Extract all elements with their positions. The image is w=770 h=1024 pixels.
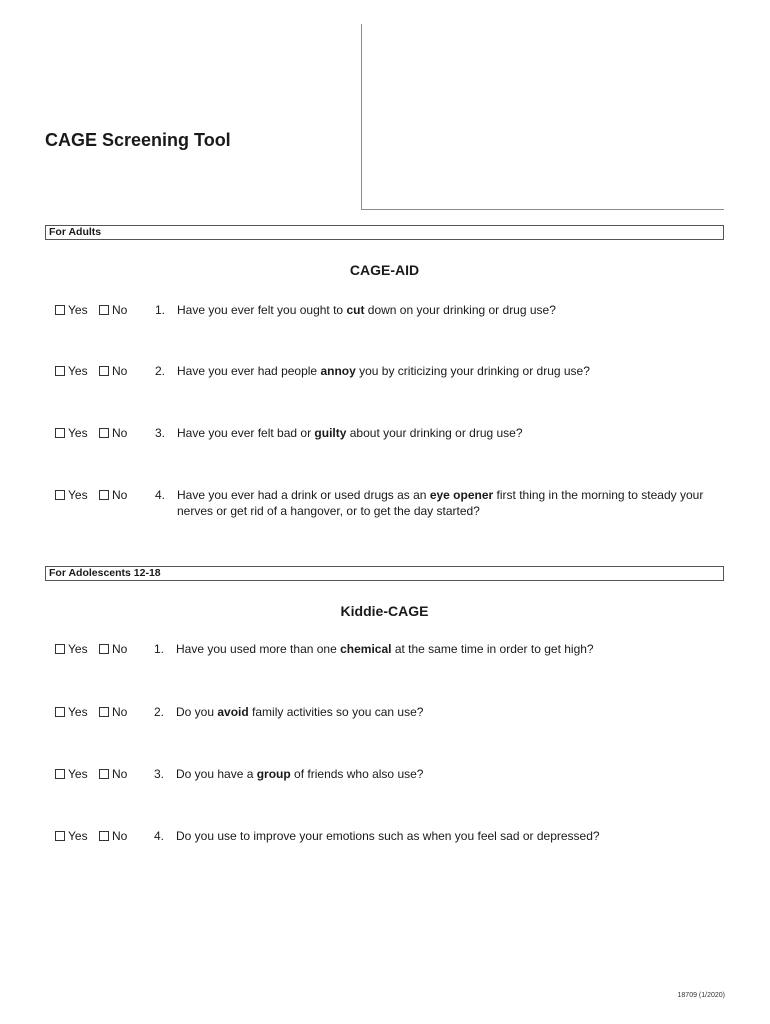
question-row	[0, 828, 770, 868]
question-number: 4.	[153, 829, 164, 843]
keyword: annoy	[320, 364, 356, 378]
question-text: Do you avoid family activities so you can use?	[176, 705, 424, 719]
question-row	[0, 704, 770, 744]
question-number: 1.	[153, 642, 164, 656]
section-bar-adults: For Adults	[45, 225, 724, 240]
question-number: 2.	[153, 705, 164, 719]
section-heading-kiddie-cage: Kiddie-CAGE	[340, 603, 429, 619]
yes-checkbox[interactable]	[55, 704, 88, 720]
checkbox-icon[interactable]	[99, 366, 109, 376]
no-checkbox[interactable]	[99, 363, 127, 379]
no-checkbox[interactable]	[99, 828, 127, 844]
section-heading-cage-aid: CAGE-AID	[349, 262, 420, 278]
question-text: Have you ever had a drink or used drugs as an eye opener first thing in the morning to steady your nerves or get rid of a hangover, or to get the day started?	[177, 488, 704, 518]
question-text: Have you ever felt you ought to cut down on your drinking or drug use?	[177, 303, 556, 317]
yes-label: Yes	[68, 767, 88, 781]
question-row	[0, 302, 770, 342]
keyword: group	[256, 767, 291, 781]
yes-label: Yes	[68, 426, 88, 440]
yes-checkbox[interactable]	[55, 641, 88, 657]
no-label: No	[112, 767, 128, 781]
yes-label: Yes	[68, 705, 88, 719]
question-row	[0, 425, 770, 465]
yes-checkbox[interactable]	[55, 302, 88, 318]
section-bar-adolescents: For Adolescents 12-18	[45, 566, 724, 581]
keyword: avoid	[217, 705, 249, 719]
checkbox-icon[interactable]	[99, 769, 109, 779]
yes-label: Yes	[68, 364, 88, 378]
checkbox-icon[interactable]	[55, 490, 65, 500]
question-number: 1.	[154, 303, 165, 317]
question-text: Have you used more than one chemical at the same time in order to get high?	[176, 642, 594, 656]
no-label: No	[112, 364, 128, 378]
keyword: guilty	[314, 426, 347, 440]
no-label: No	[112, 488, 128, 502]
checkbox-icon[interactable]	[99, 707, 109, 717]
no-checkbox[interactable]	[99, 704, 127, 720]
question-row	[0, 641, 770, 681]
yes-checkbox[interactable]	[55, 828, 88, 844]
checkbox-icon[interactable]	[55, 769, 65, 779]
keyword: cut	[346, 303, 365, 317]
question-text: Have you ever had people annoy you by criticizing your drinking or drug use?	[177, 364, 590, 378]
no-checkbox[interactable]	[99, 641, 127, 657]
checkbox-icon[interactable]	[55, 707, 65, 717]
checkbox-icon[interactable]	[55, 428, 65, 438]
no-label: No	[112, 426, 128, 440]
corner-divider-horizontal	[361, 209, 724, 210]
checkbox-icon[interactable]	[99, 490, 109, 500]
yes-checkbox[interactable]	[55, 363, 88, 379]
checkbox-icon[interactable]	[55, 644, 65, 654]
no-label: No	[112, 642, 128, 656]
yes-label: Yes	[68, 488, 88, 502]
question-number: 2.	[154, 364, 165, 378]
question-row	[0, 363, 770, 403]
checkbox-icon[interactable]	[55, 366, 65, 376]
question-number: 3.	[154, 426, 165, 440]
question-text: Do you use to improve your emotions such as when you feel sad or depressed?	[176, 829, 600, 843]
checkbox-icon[interactable]	[99, 305, 109, 315]
checkbox-icon[interactable]	[99, 428, 109, 438]
keyword: chemical	[340, 642, 392, 656]
no-label: No	[112, 829, 128, 843]
keyword: eye opener	[429, 488, 494, 502]
yes-label: Yes	[68, 303, 88, 317]
no-checkbox[interactable]	[99, 302, 127, 318]
no-label: No	[112, 705, 128, 719]
yes-label: Yes	[68, 829, 88, 843]
no-checkbox[interactable]	[99, 487, 127, 503]
question-row	[0, 487, 770, 527]
page-title: CAGE Screening Tool	[45, 130, 231, 150]
question-text: Do you have a group of friends who also use?	[176, 767, 424, 781]
yes-label: Yes	[68, 642, 88, 656]
corner-divider-vertical	[361, 24, 362, 210]
yes-checkbox[interactable]	[55, 425, 88, 441]
checkbox-icon[interactable]	[55, 305, 65, 315]
question-text: Have you ever felt bad or guilty about your drinking or drug use?	[177, 426, 523, 440]
no-label: No	[112, 303, 128, 317]
yes-checkbox[interactable]	[55, 766, 88, 782]
question-row	[0, 766, 770, 806]
no-checkbox[interactable]	[99, 425, 127, 441]
question-number: 4.	[154, 488, 165, 502]
question-number: 3.	[153, 767, 164, 781]
no-checkbox[interactable]	[99, 766, 127, 782]
checkbox-icon[interactable]	[55, 831, 65, 841]
form-number: 18709 (1/2020)	[677, 992, 725, 999]
checkbox-icon[interactable]	[99, 831, 109, 841]
yes-checkbox[interactable]	[55, 487, 88, 503]
checkbox-icon[interactable]	[99, 644, 109, 654]
